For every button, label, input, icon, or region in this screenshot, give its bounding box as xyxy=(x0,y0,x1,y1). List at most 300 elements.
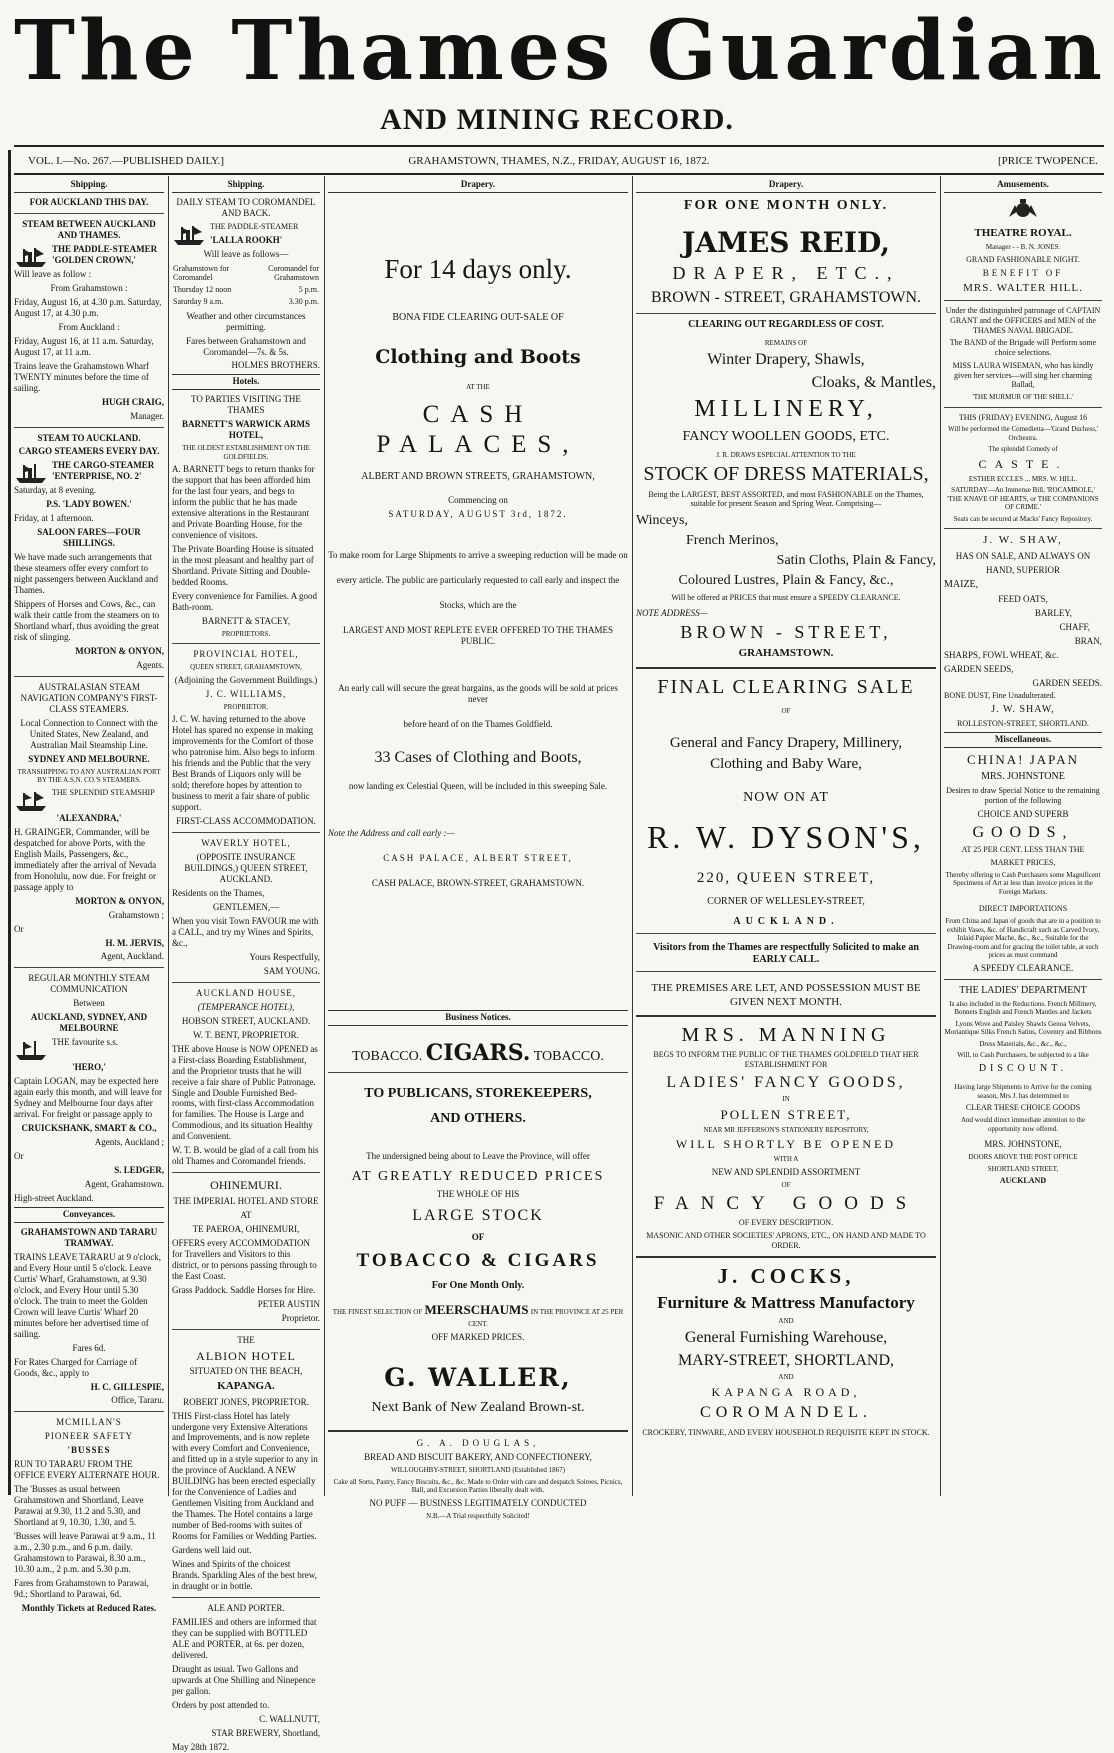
timetable-cell: 3.30 p.m. xyxy=(288,296,319,306)
ad-text: BEGS TO INFORM THE PUBLIC OF THE THAMES GOLDFIELD THAT HER ESTABLISHMENT FOR xyxy=(653,1050,919,1070)
divider xyxy=(944,300,1102,301)
ad-text: IN xyxy=(782,1095,790,1104)
ad-headline: COROMANDEL. xyxy=(700,1403,872,1421)
ad-headline: Satin Cloths, Plain & Fancy, xyxy=(776,553,936,569)
ad-headline: TOBACCO & CIGARS xyxy=(356,1249,600,1271)
column-amusements xyxy=(944,178,1102,1494)
ad-text: From China and Japan of goods that are in a position to exhibit Vases, &c. of Handicraft such as Carved Ivory, Inlaid Papier Mache, &c., &c., Suitable for the Drawing-room and for gracing the toilet table, at such prices as must command xyxy=(945,917,1101,960)
ad-text: OF xyxy=(471,1231,485,1242)
ad-headline: GOODS, xyxy=(972,823,1074,841)
spacer xyxy=(328,892,628,1010)
ad-text: Or xyxy=(14,1151,24,1162)
ad-text: Stocks, which are the xyxy=(439,599,517,610)
ad-headline: CLEARING OUT REGARDLESS OF COST. xyxy=(688,318,884,330)
headline-part: TOBACCO. xyxy=(352,1049,423,1065)
steamer-name: THE PADDLE-STEAMER 'GOLDEN CROWN,' xyxy=(52,243,158,265)
ad-headline: BARNETT'S WARWICK ARMS HOTEL, xyxy=(181,419,311,441)
signature: H. C. GILLESPIE, xyxy=(90,1381,164,1392)
product-item: BARLEY, xyxy=(1034,607,1072,618)
ad-text: NEW AND SPLENDID ASSORTMENT xyxy=(711,1166,861,1177)
ad-text: THE OLDEST ESTABLISHMENT ON THE GOLDFIELDS. xyxy=(182,444,310,461)
ad-text: W. T. B. would be glad of a call from his old Thames and Coromandel friends. xyxy=(172,1145,319,1167)
column-rule xyxy=(940,176,941,1496)
ad-headline: KAPANGA. xyxy=(217,1380,275,1393)
ad-text: TE PAEROA, OHINEMURI, xyxy=(192,1223,300,1234)
signature: J. W. SHAW, xyxy=(991,704,1055,716)
ad-text: Desires to draw Special Notice to the remaining portion of the following xyxy=(946,786,1100,805)
ad-headline: MRS. JOHNSTONE xyxy=(981,770,1065,782)
steamship-icon xyxy=(14,462,48,484)
ad-text: HAND, SUPERIOR xyxy=(985,564,1060,575)
text-part: IN THE PROVINCE AT 25 PER CENT. xyxy=(468,1307,624,1328)
ad-text: OFFERS every ACCOMMODATION for Travellers and Visitors to this district, or to persons passing through to the East Coast. xyxy=(172,1237,317,1281)
product-item: MAIZE, xyxy=(944,578,979,590)
ad-text: Weather and other circumstances permitting. xyxy=(186,310,306,332)
signature: MORTON & ONYON, xyxy=(75,646,164,657)
steamship-icon xyxy=(172,224,206,246)
ad-text: AND xyxy=(778,1316,794,1325)
signature-title: Grahamstown ; xyxy=(108,909,164,920)
ad-text: An early call will secure the great bargains, as the goods will be sold at prices never xyxy=(338,682,618,704)
ad-headline: ALE AND PORTER. xyxy=(207,1603,285,1614)
ad-text: Trains leave the Grahamstown Wharf TWENTY minutes before the time of sailing. xyxy=(14,360,149,393)
ad-text: Every convenience for Families. A good Bath-room. xyxy=(172,591,317,612)
divider xyxy=(636,1015,936,1017)
ad-text: AND xyxy=(778,1373,794,1382)
divider xyxy=(14,213,164,214)
ad-text: Under the distinguished patronage of CAPTAIN GRANT and the OFFICERS and MEN of the THAMES NAVAL BRIGADE. xyxy=(945,306,1101,335)
divider xyxy=(14,427,164,428)
signature: W. T. BENT, PROPRIETOR. xyxy=(193,1029,299,1040)
ad-headline: JAMES REID, xyxy=(681,226,891,260)
ad-text: CASH PALACE, BROWN-STREET, GRAHAMSTOWN. xyxy=(371,878,585,889)
divider xyxy=(636,1256,936,1258)
ad-text: ROLLESTON-STREET, SHORTLAND. xyxy=(957,719,1089,729)
ad-headline xyxy=(328,1040,628,1067)
ad-headline: CASH PALACES, xyxy=(376,400,580,459)
ad-text: Will be performed the Comedietta—'Grand Duchess,' Orchestra. xyxy=(948,425,1098,442)
ad-text: CLEAR THESE CHOICE GOODS xyxy=(965,1103,1081,1113)
ad-headline: AUSTRALASIAN STEAM NAVIGATION COMPANY'S FIRST-CLASS STEAMERS. xyxy=(20,681,158,714)
ad-text: Fares from Grahamstown to Parawai, 9d.; Shortland to Parawai, 6d. xyxy=(14,1578,149,1599)
dateline xyxy=(14,153,1104,171)
ad-headline: AUCKLAND. xyxy=(733,915,839,927)
ad-text: H. GRAINGER, Commander, will be despatched for above Ports, with the English Mails, Passengers, &c., immediately after the arrival of Nevada from Honolulu, now due. For freight or passage apply to xyxy=(14,826,157,892)
ad-headline: Winceys, xyxy=(636,513,688,529)
ad-headline: Clothing and Baby Ware, xyxy=(710,755,862,772)
divider xyxy=(172,643,320,644)
product-item: GARDEN SEEDS. xyxy=(1032,677,1102,688)
ad-text: THE favourite s.s. xyxy=(52,1037,118,1048)
ad-text: GENTLEMEN,— xyxy=(212,901,280,912)
ad-headline: AND OTHERS. xyxy=(430,1110,526,1126)
ad-headline: 'BUSSES xyxy=(67,1445,111,1456)
steamer-name: THE CARGO-STEAMER 'ENTERPRISE, NO. 2' xyxy=(52,460,155,482)
ad-text: And would direct immediate attention to the opportunity now offered. xyxy=(960,1116,1086,1133)
ad-text: A. BARNETT begs to return thanks for the support that has been afforded him for the last four years, and begs to inform the public that he has made extensive alterations in the Restaurant and Private Boarding House, for the convenience of visitors. xyxy=(172,464,315,541)
ad-text: BONA FIDE CLEARING OUT-SALE OF xyxy=(392,311,564,323)
ad-text: When you visit Town FAVOUR me with a CALL, and try my Wines and Spirits, &c., xyxy=(172,915,319,948)
product-item: GARDEN SEEDS, xyxy=(944,663,1014,674)
text-part: MEERSCHAUMS xyxy=(424,1301,529,1317)
ad-text: TRANSHIPPING TO ANY AUSTRALIAN PORT BY THE A.S.N. CO.'S STEAMERS. xyxy=(17,767,161,785)
ad-text: ESTHER ECCLES ... MRS. W. HILL. xyxy=(968,474,1078,483)
ad-text: THIS (FRIDAY) EVENING, August 16 xyxy=(958,412,1088,422)
ad-text: The BAND of the Brigade will Perform some choice selections. xyxy=(949,338,1097,357)
ad-text: AUCKLAND xyxy=(999,1176,1047,1186)
ad-text: Local Connection to Connect with the United States, New Zealand, and Australian Mail Steamship Line. xyxy=(20,717,158,750)
ad-headline: CARGO STEAMERS EVERY DAY. xyxy=(18,446,160,457)
signature-title: Agent, Auckland. xyxy=(100,951,164,962)
ad-text: OF EVERY DESCRIPTION. xyxy=(738,1218,834,1228)
ad-text: before heard of on the Thames Goldfield. xyxy=(403,718,553,729)
steamer-name: 'HERO,' xyxy=(72,1062,106,1073)
ad-text: To make room for Large Shipments to arrive a sweeping reduction will be made on xyxy=(328,549,628,560)
divider xyxy=(944,407,1102,408)
ad-text: MISS LAURA WISEMAN, who has kindly given her services—will sing her charming Ballad, xyxy=(952,360,1094,390)
ad-headline: FOR AUCKLAND THIS DAY. xyxy=(29,196,149,207)
ad-text: OFF MARKED PRICES. xyxy=(431,1331,525,1342)
ad-text: Will, to Cash Purchasers, be subjected to a like xyxy=(957,1051,1089,1060)
ad-text: (TEMPERANCE HOTEL), xyxy=(197,1001,295,1012)
ad-headline: MCMILLAN'S xyxy=(56,1417,122,1428)
ad-text: MARKET PRICES, xyxy=(990,857,1056,867)
timetable xyxy=(172,263,320,308)
ad-headline: For 14 days only. xyxy=(384,253,572,284)
ad-text: Seats can be secured at Macks' Fancy Repository. xyxy=(953,514,1093,523)
ad-headline: MARY-STREET, SHORTLAND, xyxy=(677,1351,895,1369)
ad-text: THIS First-class Hotel has lately undergone very Extensive Alterations and Improvements, and is now replete with every Comfort and Convenience, and fitted up in a style superior to any in the province of Auckland. A NEW BUILDING has been erected especially for the Convenience of Ladies and Gentlemen Visiting from Auckland and the Thames. The Hotel contains a large number of Bed-rooms with suites of Rooms for Families or Wedding Parties. xyxy=(172,1410,318,1542)
ad-headline: Next Bank of New Zealand Brown-st. xyxy=(371,1400,585,1416)
left-margin-rule xyxy=(8,150,11,1495)
ad-text: THE above House is NOW OPENED as a First-class Boarding Establishment, and the Proprietor trusts that he will receive a fair share of Public Patronage. Single and Double Furnished Bed-rooms, with first-class Accommodation for families. The House is Large and Commodious, and its situation Healthy and Convenient. xyxy=(172,1043,318,1142)
divider xyxy=(14,967,164,968)
signature-title: Proprietor. xyxy=(281,1312,320,1323)
ad-headline: DRAPER, ETC., xyxy=(672,263,900,284)
ad-text: REMAINS OF xyxy=(764,338,808,347)
ad-text: The Private Boarding House is situated in the most pleasant and healthy part of Shortland. Private Sitting and Double-bedded Rooms. xyxy=(172,544,314,588)
masthead-title: The Thames Guardian xyxy=(14,3,1106,99)
headline-part: TOBACCO. xyxy=(533,1049,604,1065)
section-header: Drapery. xyxy=(328,178,628,193)
ad-headline: THEATRE ROYAL. xyxy=(974,226,1072,239)
ad-text: May 28th 1872. xyxy=(172,1741,230,1752)
timetable-cell: 5 p.m. xyxy=(298,285,319,295)
ad-headline: THE IMPERIAL HOTEL AND STORE xyxy=(173,1195,319,1206)
ad-text: WITH A xyxy=(773,1155,799,1164)
signature: BARNETT & STACEY, xyxy=(201,615,291,626)
signature-title: Agent, Grahamstown. xyxy=(84,1179,164,1189)
ad-headline: REGULAR MONTHLY STEAM COMMUNICATION xyxy=(28,973,150,995)
ad-headline: DISCOUNT. xyxy=(978,1063,1068,1074)
ad-text: Friday, August 16, at 11 a.m. Saturday, August 17, at 11 a.m. xyxy=(14,335,154,357)
ad-text: FAMILIES and others are informed that they can be supplied with BOTTLED ALE and PORTER, at 6s. per dozen, delivered. xyxy=(172,1617,317,1660)
ad-headline: AUCKLAND, SYDNEY, AND MELBOURNE xyxy=(30,1012,148,1034)
divider xyxy=(636,667,936,669)
ad-text: HOBSON STREET, AUCKLAND. xyxy=(181,1015,311,1026)
ad-headline: Furniture & Mattress Manufactory xyxy=(657,1293,915,1313)
ad-headline: STEAM BETWEEN AUCKLAND AND THAMES. xyxy=(22,218,156,240)
ad-headline: THE LADIES' DEPARTMENT xyxy=(959,984,1087,996)
ad-headline: FOR ONE MONTH ONLY. xyxy=(683,197,889,213)
ad-text: CHOICE AND SUPERB xyxy=(977,808,1069,819)
ad-text: From Auckland : xyxy=(58,321,120,332)
ad-headline: DAILY STEAM TO COROMANDEL AND BACK. xyxy=(176,196,316,218)
dateline-rule xyxy=(14,173,1104,175)
ad-text: AT THE xyxy=(466,383,490,392)
ad-text: DIRECT IMPORTATIONS xyxy=(978,904,1068,914)
ad-headline: GRAHAMSTOWN. xyxy=(738,647,834,660)
section-header: Conveyances. xyxy=(14,1207,164,1223)
ad-headline: CHINA! JAPAN xyxy=(966,752,1079,768)
ad-text: For One Month Only. xyxy=(431,1279,525,1291)
steamship-icon xyxy=(14,790,48,812)
steamer-name: P.S. 'LADY BOWEN.' xyxy=(46,499,132,510)
ad-headline: WILL SHORTLY BE OPENED xyxy=(675,1137,897,1152)
ad-text: OF xyxy=(781,1180,791,1189)
ad-text: TRAINS LEAVE TARARU at 9 o'clock, and Every Hour until 5 o'clock. Leave Curtis' Wharf, Grahamstown, at 9.30 o'clock, and Every Hour until 5.30 o'clock. The train to meet the Golden Crown will leave Curtis' Wharf 20 minutes before her advertised time of sailing. xyxy=(14,1251,162,1339)
ad-text: 'THE MURMUR OF THE SHELL.' xyxy=(972,393,1074,401)
ad-headline: PROVINCIAL HOTEL, xyxy=(193,649,299,660)
ad-headline: TO PARTIES VISITING THE THAMES xyxy=(191,394,301,416)
ad-text: The undersigned being about to Leave the Province, will offer xyxy=(366,1151,590,1162)
ad-text: NEAR MR JEFFERSON'S STATIONERY REPOSITORY, xyxy=(703,1125,869,1134)
ad-text: Wines and Spirits of the choicest Brands. Sparkling Ales of the best brew, in draught or in bottle. xyxy=(172,1559,317,1592)
ad-text: Shippers of Horses and Cows, &c., can walk their cattle from the steamers on to Shortland wharf, thus avoiding the great risk of slinging. xyxy=(14,599,160,643)
signature: S. LEDGER, xyxy=(114,1165,164,1176)
ad-text: Having large Shipments to Arrive for the coming season, Mrs J. has determined to xyxy=(954,1083,1092,1100)
divider xyxy=(636,313,936,314)
column-shipping-1 xyxy=(14,178,164,1613)
ad-headline: MRS. WALTER HILL. xyxy=(963,281,1083,294)
ad-headline: BROWN - STREET, GRAHAMSTOWN. xyxy=(650,289,922,307)
divider xyxy=(636,971,936,972)
ad-text: Saturday, at 8 evening. xyxy=(14,485,97,496)
ad-text: J. C. W. having returned to the above Hotel has spared no expense in making improvements for the Comfort of those who patronise him. Also begs to inform his friends and the Public that the very Best Brands of Liquors only will be sold; therefore hopes by attention to business to merit a fair share of public support. xyxy=(172,714,315,813)
ad-headline: BROWN - STREET, xyxy=(680,622,892,643)
price: [PRICE TWOPENCE. xyxy=(997,155,1098,167)
section-header: Drapery. xyxy=(636,178,936,193)
product-item: BRAN, xyxy=(1074,635,1102,646)
ad-text: Grass Paddock. Saddle Horses for Hire. xyxy=(172,1284,316,1295)
ad-text: The 'Busses as usual between Grahamstown and Shortland, Leave Parawai at 9.30, 11.2 and 5.30, and Shortland at 9, 10.30, 1.30, and 5. xyxy=(14,1484,144,1528)
ad-headline: LARGE STOCK xyxy=(412,1207,544,1225)
signature: MORTON & ONYON, xyxy=(75,895,164,906)
ad-text: OF xyxy=(781,706,791,715)
ad-headline: R. W. DYSON'S, xyxy=(647,819,925,856)
signature: CRUICKSHANK, SMART & CO., xyxy=(21,1123,157,1134)
ad-text: Is also included in the Reductions. French Millinery, Bonnets English and French Mantles and Jackets xyxy=(949,999,1097,1017)
section-header: Business Notices. xyxy=(328,1010,628,1026)
ad-headline: AT GREATLY REDUCED PRICES xyxy=(351,1168,605,1184)
ad-headline: WAVERLY HOTEL, xyxy=(201,838,291,849)
ad-text: CORNER OF WELLESLEY-STREET, xyxy=(707,895,865,907)
product-item: SHARPS, FOWL WHEAT, &c. xyxy=(944,649,1059,660)
steamer-name: 'ALEXANDRA,' xyxy=(56,812,122,823)
ad-text: SALOON FARES—FOUR SHILLINGS. xyxy=(37,527,141,549)
signature-title: PROPRIETORS. xyxy=(221,629,271,638)
timetable-cell: Coromandel for Grahamstown xyxy=(268,263,319,283)
ad-text: Residents on the Thames, xyxy=(172,887,265,898)
ad-text xyxy=(328,1302,628,1329)
column-rule xyxy=(168,176,169,1496)
ad-text: Captain LOGAN, may be expected here again early this month, and will leave for Sydney and Melbourne four days after arrival. For freight or passage apply to xyxy=(14,1076,162,1120)
signature: MRS. JOHNSTONE, xyxy=(984,1139,1062,1150)
ad-text: WILLOUGHBY-STREET, SHORTLAND (Established 1867) xyxy=(390,1466,566,1475)
steamship-icon xyxy=(14,1039,48,1061)
divider xyxy=(14,1411,164,1412)
signature-title: Office, Tararu. xyxy=(111,1395,164,1406)
ad-text: Manager - - B. N. JONES. xyxy=(985,243,1061,252)
ad-text: RUN TO TARARU FROM THE OFFICE EVERY ALTERNATE HOUR. xyxy=(14,1459,160,1481)
ad-text: Thereby offering to Cash Purchasers some Magnificent Specimens of Art at less than invoice prices in the Foreign Markets. xyxy=(945,870,1101,896)
ad-text: NOTE ADDRESS— xyxy=(636,608,708,619)
column-shipping-2 xyxy=(172,178,320,1752)
top-rule xyxy=(14,145,1104,147)
ad-text: From Grahamstown : xyxy=(50,282,128,293)
signature: ROBERT JONES, PROPRIETOR. xyxy=(183,1396,309,1407)
section-header: Hotels. xyxy=(172,374,320,390)
ad-headline: PIONEER SAFETY xyxy=(44,1431,134,1442)
ad-headline: FINAL CLEARING SALE xyxy=(657,675,915,698)
ad-text: SATURDAY, AUGUST 3rd, 1872. xyxy=(388,508,568,519)
ad-text: AT xyxy=(240,1209,252,1220)
signature-title: STAR BREWERY, Shortland, xyxy=(211,1727,320,1738)
ad-headline: 220, QUEEN STREET, xyxy=(696,870,876,887)
ad-headline: G. A. DOUGLAS, xyxy=(416,1438,540,1449)
ad-text: Monthly Tickets at Reduced Rates. xyxy=(21,1602,157,1613)
ad-text: 'Busses will leave Parawai at 9 a.m., 11 a.m., 2.30 p.m., and 6 p.m. daily. Grahamstown to Parawai, 8.30 a.m., 10.30 a.m., 2 p.m. and 5.30 p.m. xyxy=(14,1531,156,1575)
ad-headline: OHINEMURI. xyxy=(210,1178,282,1193)
masthead-subtitle: AND MINING RECORD. xyxy=(380,103,734,136)
ad-text: THE xyxy=(237,1334,255,1345)
signature: HUGH CRAIG, xyxy=(101,396,164,407)
ad-headline: General Furnishing Warehouse, xyxy=(684,1329,888,1347)
ad-text: THE WHOLE OF HIS xyxy=(436,1189,520,1200)
timetable-cell: Grahamstown for Coromandel xyxy=(173,263,230,283)
ad-headline: FANCY WOOLLEN GOODS, ETC. xyxy=(682,428,890,444)
ad-text: (Adjoining the Government Buildings.) xyxy=(174,674,318,685)
ad-text: N.B.—A Trial respectfully Solicited! xyxy=(426,1511,530,1520)
ad-headline: SYDNEY AND MELBOURNE. xyxy=(28,753,150,764)
ad-text: A SPEEDY CLEARANCE. xyxy=(972,962,1074,973)
ad-headline: STEAM TO AUCKLAND. xyxy=(37,432,141,443)
ad-headline: CASTE. xyxy=(978,456,1068,471)
ad-headline: STOCK OF DRESS MATERIALS, xyxy=(643,463,929,486)
ad-text: Will leave as follows— xyxy=(203,248,289,259)
divider xyxy=(328,1072,628,1073)
section-header: Shipping. xyxy=(14,178,164,193)
ad-text: Draught as usual. Two Gallons and upwards at One Shilling and Ninepence per gallon. xyxy=(172,1663,316,1696)
ad-text: SHORTLAND STREET, xyxy=(987,1164,1059,1173)
ad-text: Yours Respectfully, xyxy=(249,951,320,962)
ad-text: GRAND FASHIONABLE NIGHT. xyxy=(966,254,1080,264)
ad-text: QUEEN STREET, GRAHAMSTOWN, xyxy=(190,663,302,672)
ad-text: For Rates Charged for Carriage of Goods, &c., apply to xyxy=(14,1356,138,1378)
ad-headline: J. COCKS, xyxy=(717,1264,855,1289)
product-item: BONE DUST, Fine Unadulterated. xyxy=(944,691,1056,701)
ad-text: Note the Address and call early :— xyxy=(328,828,455,839)
ad-text: SITUATED ON THE BEACH, xyxy=(189,1366,303,1377)
signature: H. M. JERVIS, xyxy=(105,937,164,948)
divider xyxy=(14,676,164,677)
ad-headline: Cloaks, & Mantles, xyxy=(811,373,936,391)
ad-text: Will leave as follow : xyxy=(14,268,92,279)
ad-headline: Clothing and Boots xyxy=(375,346,581,369)
ad-text: Or xyxy=(14,923,24,934)
ad-headline: MRS. MANNING xyxy=(681,1024,891,1047)
ad-text: BREAD AND BISCUIT BAKERY, AND CONFECTIONERY, xyxy=(364,1452,592,1463)
column-rule xyxy=(632,176,633,1496)
ad-text: Being the LARGEST, BEST ASSORTED, and most FASHIONABLE on the Thames, suitable for present Season and Spring Wear. Comprising— xyxy=(648,489,924,509)
divider xyxy=(172,1329,320,1330)
ad-text: HAS ON SALE, AND ALWAYS ON xyxy=(955,550,1091,561)
headline-part: CIGARS. xyxy=(425,1040,531,1067)
ad-text: Dress Materials, &c., &c., &c., xyxy=(979,1039,1067,1048)
section-header: Amusements. xyxy=(944,178,1102,193)
ad-text: CROCKERY, TINWARE, AND EVERY HOUSEHOLD REQUISITE KEPT IN STOCK. xyxy=(642,1428,930,1438)
ad-text: AT 25 PER CENT. LESS THAN THE xyxy=(961,845,1085,855)
signature-title: Manager. xyxy=(130,410,164,421)
signature-title: Agents. xyxy=(136,660,164,670)
section-header: Shipping. xyxy=(172,178,320,193)
ad-text: every article. The public are particularly requested to call early and inspect the xyxy=(336,574,620,585)
ad-headline: GRAHAMSTOWN AND TARARU TRAMWAY. xyxy=(20,1226,158,1248)
ad-text: Commencing on xyxy=(448,494,508,505)
column-drapery-2 xyxy=(636,178,936,1494)
text-part: THE FINEST SELECTION OF xyxy=(332,1307,423,1316)
ad-text: We have made such arrangements that these steamers offer every comfort to night passengers between Auckland and Thames. xyxy=(14,552,158,596)
royal-crest-icon xyxy=(1003,197,1043,221)
product-item: CHAFF, xyxy=(1059,621,1090,632)
ad-headline: 33 Cases of Clothing and Boots, xyxy=(374,748,582,766)
divider xyxy=(172,1597,320,1598)
ad-text: Friday, at 1 afternoon. xyxy=(14,513,94,524)
ad-text: DOORS ABOVE THE POST OFFICE xyxy=(968,1153,1078,1162)
ad-text: Fares between Grahamstown and Coromandel—7s. & 5s. xyxy=(186,335,306,357)
issue-date: GRAHAMSTOWN, THAMES, N.Z., FRIDAY, AUGUST 16, 1872. xyxy=(408,155,710,167)
divider xyxy=(636,933,936,934)
ad-headline: TO PUBLICANS, STOREKEEPERS, xyxy=(364,1085,592,1101)
ad-text: SATURDAY—An Immense Bill, 'ROCAMBOLE,' 'THE KNAVE OF HEARTS, or THE COMPANIONS OF CRIME.' xyxy=(947,486,1099,512)
timetable-cell: Thursday 12 noon xyxy=(173,285,232,295)
ad-text: LARGEST AND MOST REPLETE EVER OFFERED TO THE THAMES PUBLIC. xyxy=(342,624,614,646)
ad-text: Between xyxy=(73,998,105,1009)
timetable-cell: Saturday 9 a.m. xyxy=(173,296,224,306)
ad-text: Fares 6d. xyxy=(72,1342,106,1353)
ad-text: BENEFIT OF xyxy=(982,267,1064,278)
ad-headline: ALBION HOTEL xyxy=(196,1348,296,1363)
signature: HOLMES BROTHERS. xyxy=(231,360,320,371)
ad-headline: Coloured Lustres, Plain & Fancy, &c., xyxy=(678,573,894,589)
product-item: FEED OATS, xyxy=(998,593,1048,604)
divider xyxy=(172,1172,320,1173)
divider xyxy=(328,1430,628,1432)
divider xyxy=(172,982,320,983)
ad-text: THE SPLENDID STEAMSHIP xyxy=(52,787,155,797)
ad-text: High-street Auckland. xyxy=(14,1192,94,1203)
ad-text: THE PADDLE-STEAMER xyxy=(210,221,299,231)
ad-text: Will be offered at PRICES that must ensure a SPEEDY CLEARANCE. xyxy=(671,592,901,602)
ad-text: THE PREMISES ARE LET, AND POSSESSION MUST BE GIVEN NEXT MONTH. xyxy=(651,982,921,1008)
ad-headline: MILLINERY, xyxy=(694,396,878,423)
ad-headline: POLLEN STREET, xyxy=(720,1107,852,1122)
ad-text: (OPPOSITE INSURANCE BUILDINGS,) QUEEN STREET, AUCKLAND. xyxy=(184,852,308,884)
ad-text: Gardens well laid out. xyxy=(172,1545,252,1556)
ad-headline: Winter Drapery, Shawls, xyxy=(707,351,865,369)
ad-text: Lyons Wove and Paisley Shawls Genoa Velvets, Moriantique Silks French Satins, Coventry and Ribbons xyxy=(944,1019,1102,1037)
ad-headline: LADIES' FANCY GOODS, xyxy=(666,1073,906,1091)
